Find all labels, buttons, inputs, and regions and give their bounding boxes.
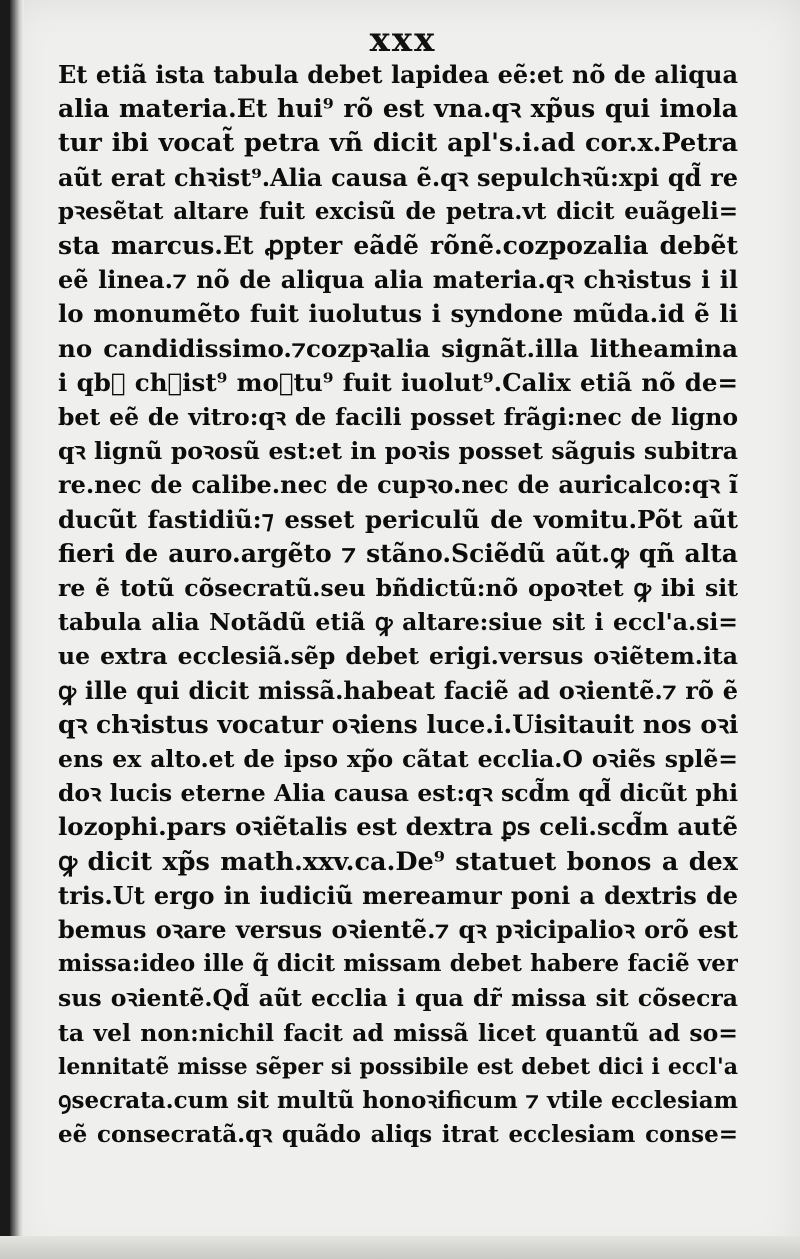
text-line: qꝛ chꝛistus vocatur oꝛiens luce.i.Uisitauit nos oꝛi	[58, 709, 738, 739]
text-line: sta marcus.Et ꝓpter eãdẽ rõnẽ.cozpozalia debẽt	[58, 231, 738, 261]
text-line: lo monumẽto fuit iuolutus i syndone mũda.id ẽ li	[58, 299, 738, 329]
page-text-block	[58, 58, 738, 1153]
text-line: re ẽ totũ cõsecratũ.seu bñdictũ:nõ opoꝛtet ꝙ ibi sit	[58, 574, 738, 603]
text-line: no candidissimo.⁊cozpꝛalia signãt.illa litheamina	[58, 333, 738, 363]
text-line: alia materia.Et hui⁹ rõ est vna.qꝛ xp̃us qui imola	[58, 94, 738, 124]
text-line: missa:ideo ille q̃ dicit missam debet habere faciẽ ver	[58, 950, 738, 978]
text-line: tris.Ut ergo in iudiciũ mereamur poni a dextris de	[58, 880, 738, 910]
text-line: lozophi.pars oꝛiẽtalis est dextra ꝑs celi.scd̃m autẽ	[58, 812, 738, 842]
text-line: ens ex alto.et de ipso xp̃o cãtat ecclia.O oꝛiẽs splẽ=	[58, 745, 738, 774]
text-line: re.nec de calibe.nec de cupꝛo.nec de auricalco:qꝛ ĩ	[58, 470, 738, 500]
text-line: ue extra ecclesiã.sẽp debet erigi.versus oꝛiẽtem.ita	[58, 642, 738, 671]
text-line: bet eẽ de vitro:qꝛ de facili posset frãgi:nec de ligno	[58, 403, 738, 432]
text-line: tur ibi vocat̃ petra vñ dicit apl's.i.ad cor.x.Petra	[58, 128, 738, 159]
text-line: eẽ linea.⁊ nõ de aliqua alia materia.qꝛ chꝛistus i il	[58, 265, 738, 295]
book-page	[10, 0, 800, 1259]
text-line: fieri de auro.argẽto ⁊ stãno.Sciẽdũ aũt.ꝙ qñ alta	[58, 538, 738, 568]
text-line: ꝯsecrata.cum sit multũ honoꝛificum ⁊ vtile ecclesiam	[58, 1087, 738, 1115]
text-line: qꝛ lignũ poꝛosũ est:et in poꝛis posset sãguis subitra	[58, 437, 738, 466]
text-line: sus oꝛientẽ.Qd̃ aũt ecclia i qua dr̃ missa sit cõsecra	[58, 984, 738, 1013]
page-gutter-shadow	[10, 0, 24, 1259]
page-bottom-edge	[0, 1236, 800, 1259]
text-line: tabula alia Notãdũ etiã ꝙ altare:siue sit i eccl'a.si=	[58, 608, 738, 637]
text-line: i qb᷑ chꝛist⁹ moꝛtu⁹ fuit iuolut⁹.Calix etiã nõ de=	[58, 367, 738, 397]
text-line: bemus oꝛare versus oꝛientẽ.⁊ qꝛ pꝛicipalioꝛ orõ est	[58, 915, 738, 945]
text-line: ꝙ ille qui dicit missã.habeat faciẽ ad oꝛientẽ.⁊ rõ ẽ	[58, 675, 738, 705]
text-line: Et etiã ista tabula debet lapidea eẽ:et nõ de aliqua	[58, 60, 738, 89]
folio-number: xxx	[369, 20, 437, 60]
text-line: eẽ consecratã.qꝛ quãdo aliqs itrat ecclesiam conse=	[58, 1121, 738, 1149]
text-line: lennitatẽ misse sẽper si possibile est debet dici i eccl'a	[58, 1053, 738, 1080]
text-line: aũt erat chꝛist⁹.Alia causa ẽ.qꝛ sepulchꝛũ:xpi qd̃ re	[58, 162, 738, 192]
text-line: ta vel non:nichil facit ad missã licet quantũ ad so=	[58, 1018, 738, 1047]
text-line: doꝛ lucis eterne Alia causa est:qꝛ scd̃m qd̃ dicũt phi	[58, 779, 738, 808]
text-line: ducũt fastidiũ:⁊ esset periculũ de vomitu.Põt aũt	[58, 504, 738, 534]
text-line: pꝛesẽtat altare fuit excisũ de petra.vt dicit euãgeli=	[58, 197, 738, 225]
text-line: ꝙ dicit xp̃s math.xxv.ca.De⁹ statuet bonos a dex	[58, 846, 738, 877]
